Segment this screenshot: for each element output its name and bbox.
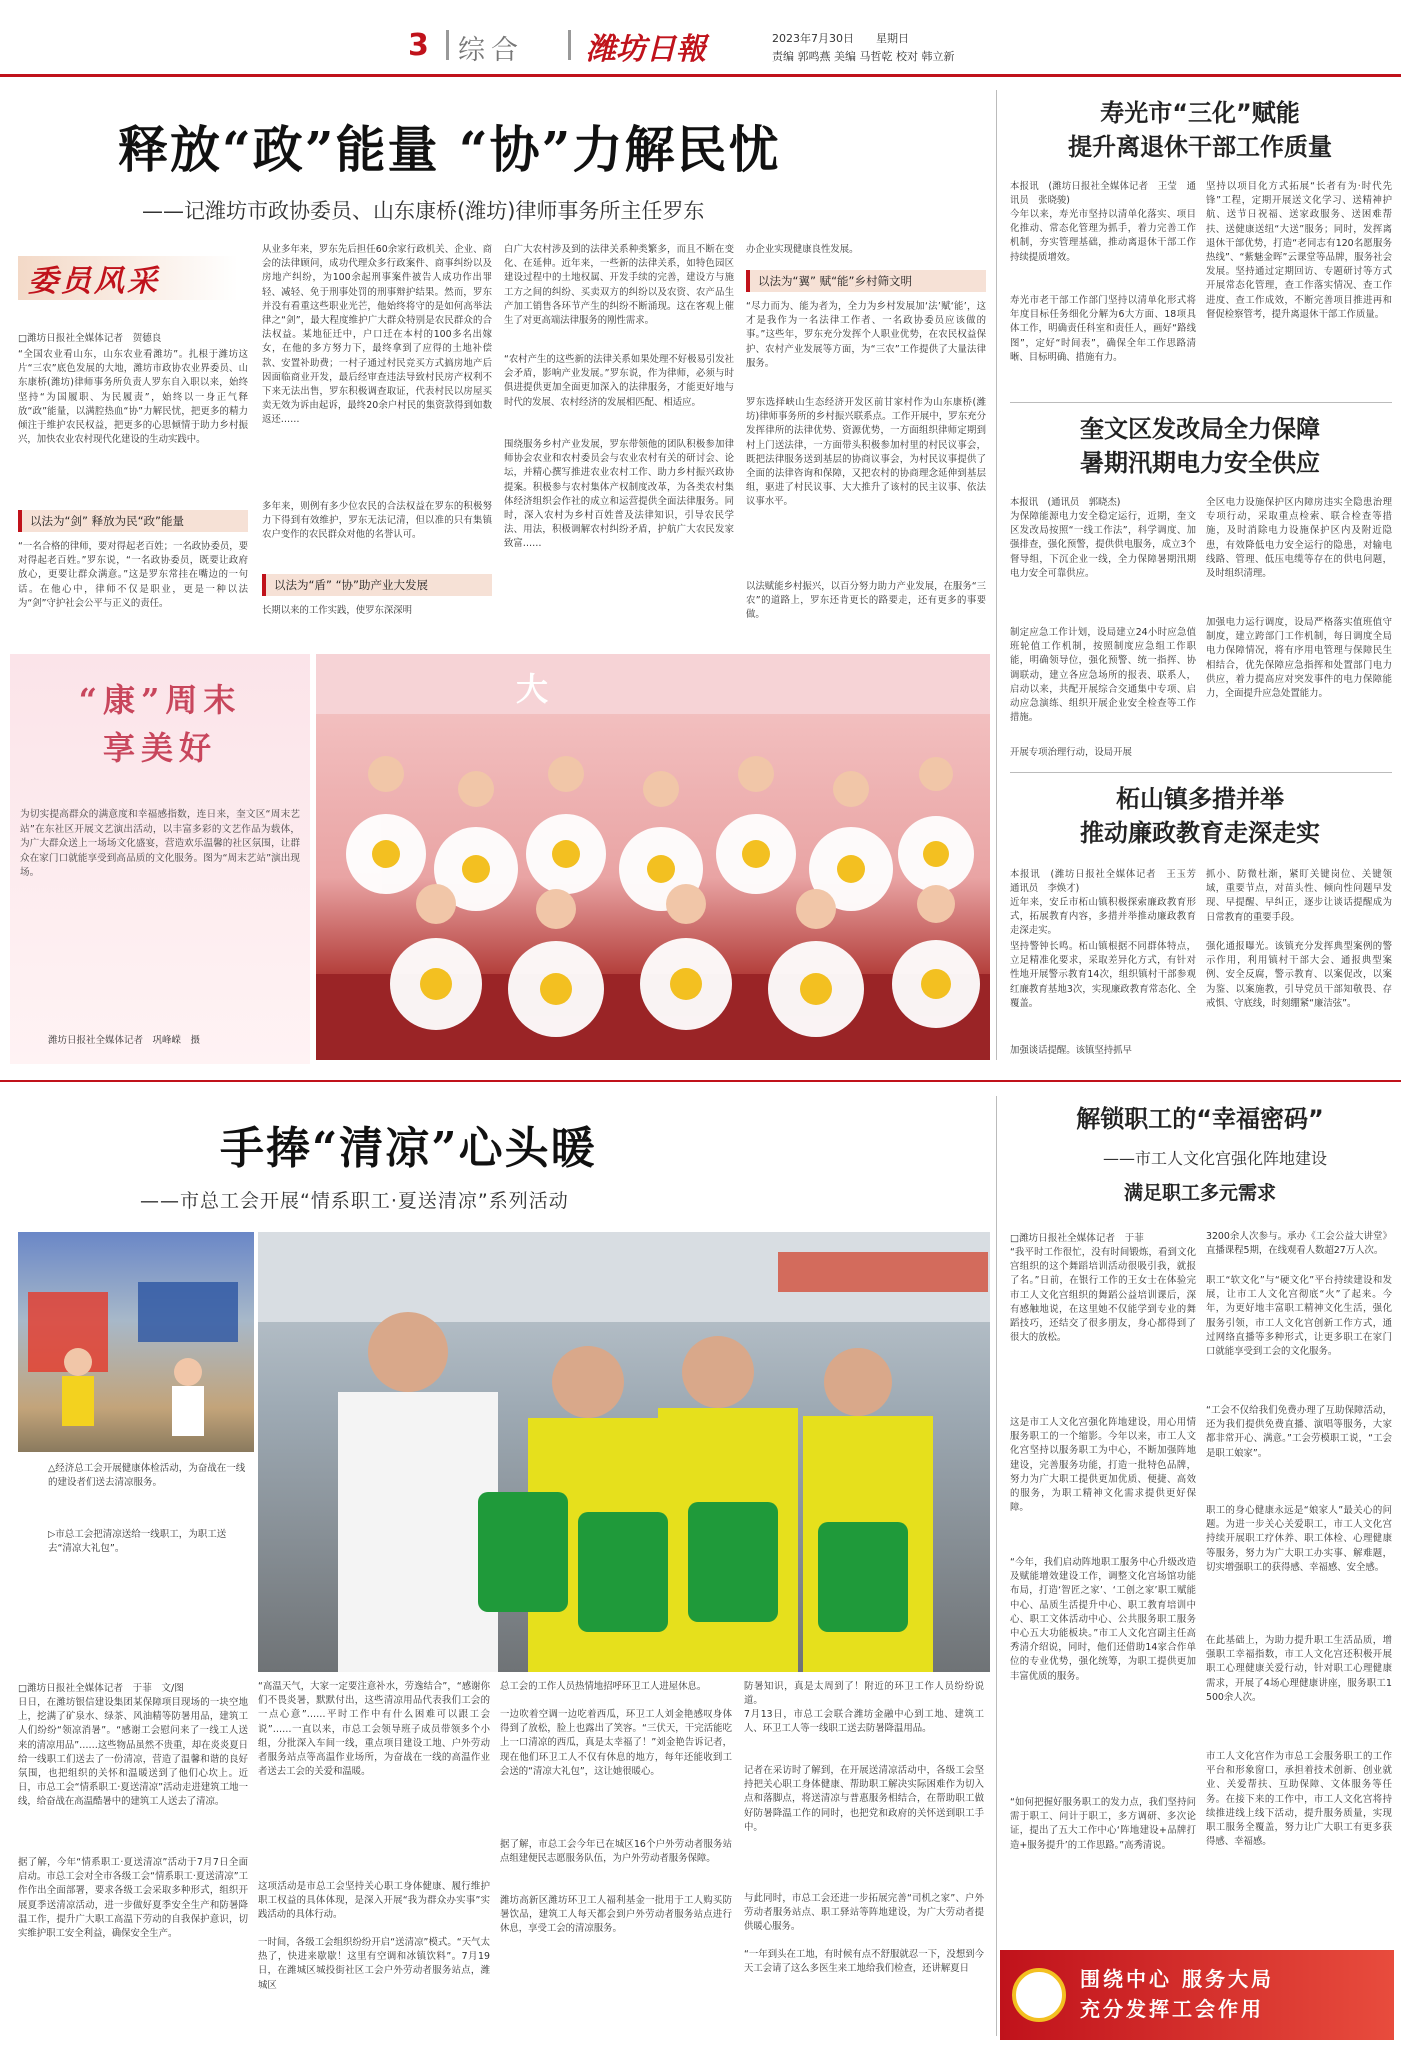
article6-text-e: 3200余人次参与。承办《工会公益大讲堂》直播课程5期，在线观看人数超27万人次。	[1206, 1231, 1392, 1257]
article6-text-j: 市工人文化宫作为市总工会服务职工的工作平台和形象窗口，承担着技术创新、创业就业、关爱帮扶、互助保障、文体服务等任务。在接下来的工作中，市工人文化宫将持续推进线上线下活动，提升服务质量，实现职工服务全覆盖，努力让广大职工有更多获得感、幸福感。	[1206, 1751, 1392, 1848]
article6-text-g: “工会不仅给我们免费办理了互助保障活动，还为我们提供免费直播、演唱等服务，大家都非常开心、满意。”工会劳模职工说，“工会是职工娘家”。	[1206, 1405, 1392, 1459]
article5-text-j: 防暑知识，真是太周到了！附近的环卫工作人员纷纷说道。	[744, 1681, 984, 1707]
article1-title: 释放“政”能量 “协”力解民忧	[118, 120, 781, 179]
article1-col4-c: 罗东选择峡山生态经济开发区前甘家村作为山东康桥(潍坊)律师事务所的乡村振兴联系点。工作开展中，罗东充分发挥律所的法律优势、资源优势，一方面组织律师定期到村上门送法律，一方面带头积极参加村里的村民议事会，既把法律服务送到基层的协商议事会，为村民议事提供了全面的法律咨询和保障，又把农村的协商理念延伸到基层组，驱进了村民议事、大大推升了该村的民主议事、依法议事水平。	[746, 397, 986, 508]
photo-feature-caption: 为切实提高群众的满意度和幸福感指数，连日来，奎文区“周末艺站”在东社区开展文艺演出活动，以丰富多彩的文艺作品为载体，为广大群众送上一场场文化盛宴，营造欢乐温馨的社区氛围，让群众在家门口就能享受到高品质的文化服务。图为“周末艺站”演出现场。	[20, 809, 300, 879]
article1-col2-b: 多年来，则例有多少位农民的合法权益在罗东的积极努力下得到有效维护，罗东无法记清，但以准的只有集镇农户变作的农民群众对他的名誉认可。	[262, 501, 492, 541]
article3-text-c: 开展专项治理行动，设局开展	[1010, 747, 1132, 758]
article3-title-line1: 奎文区发改局全力保障	[1080, 415, 1320, 443]
article5-text-h: 据了解，市总工会今年已在城区16个户外劳动者服务站点组建便民志愿服务队伍，为户外劳动者服务保障。	[500, 1839, 732, 1865]
column-divider-bottom	[996, 1096, 997, 2036]
article4-title	[1010, 782, 1390, 850]
subhead-wing: 以法为“翼” 赋“能”乡村筛文明	[746, 270, 986, 292]
subhead-shield: 以法为“盾” “协”助产业大发展	[262, 574, 492, 596]
article2-title-line1: 寿光市“三化”赋能	[1100, 99, 1300, 127]
article6-text-h: 职工的身心健康永远是“娘家人”最关心的问题。为进一步关心关爱职工，市工人文化宫持续开展职工疗休养、职工体检、心理健康等服务，努力为广大职工办实事、解难题，切实增强职工的获得感、幸福感、安全感。	[1206, 1505, 1392, 1573]
article6-text-i: 在此基础上，为助力提升职工生活品质，增强职工幸福指数，市工人文化宫还积极开展职工心理健康关爱行动，针对职工心理健康需求，开展了4场心理健康讲座，服务职工1500余人次。	[1206, 1635, 1392, 1703]
paper-logo: 潍坊日報	[586, 32, 706, 67]
article1-col1-a: “全国农业看山东，山东农业看潍坊”。扎根于潍坊这片“三农”底色发展的大地，潍坊市政协农业界委员、山东康桥(潍坊)律师事务所负责人罗东自入职以来，始终坚持“为国履职、为民履责”，始终以一身正气释放“政”能量，以满腔热血“协”力解民忧，把更多的精力倾注于维护农民权益，把更多的心思倾情于助力乡村振兴，加快农业农村现代化建设的生动实践中。	[18, 349, 248, 446]
issue-date: 2023年7月30日	[772, 32, 854, 45]
article6-subtitle: ——市工人文化宫强化阵地建设	[1102, 1149, 1327, 1168]
article2-text-b: 寿光市老干部工作部门坚持以清单化形式将年度目标任务细化分解为6大方面、18项具体工作，明确责任科室和责任人，画好“路线图”，定好“时间表”，确保全年工作思路清晰、目标明确、措施有力。	[1010, 295, 1196, 363]
article6-text-b: 这是市工人文化宫强化阵地建设，用心用情服务职工的一个缩影。今年以来，市工人文化宫坚持以服务职工为中心，不断加强阵地建设，完善服务功能，打造一批特色品牌，努力为广大职工提供更加优质、便捷、高效的服务，为职工精神文化需求提供更好保障。	[1010, 1417, 1196, 1514]
photo-caption-b: ▷市总工会把清凉送给一线职工，为职工送去“清凉大礼包”。	[48, 1529, 227, 1554]
article1-col4-b: “尽力而为、能为者为，全力为乡村发展加‘法’赋‘能’，这才是我作为一名法律工作者、一名政协委员应该做的事。”这些年，罗东充分发挥个人职业优势，在农民权益保护、农村产业发展等方面，为“三农”工作提供了大量法律服务。	[746, 301, 986, 369]
staff-credits: 责编 郭鸣燕 美编 马哲乾 校对 韩立新	[772, 50, 955, 63]
page-number: 3	[408, 28, 429, 63]
article5-text-k: 7月13日，市总工会联合潍坊金融中心到工地、建筑工人、环卫工人等一线职工送去防暑降温用品。	[744, 1709, 984, 1735]
article2-text-c: 坚持以项目化方式拓展“长者有为·时代先锋”工程，定期开展送文化学习、送精神护航、送节日祝福、送家政服务、送困难帮扶、送健康送纽“大送”服务；同时，发挥离退休干部优势，打造“老同志有120名愿服务热线”、“紫魅金晖”云课堂等品牌，服务社会发展。坚持通过定期回访、专题研讨等方式开展常态化管理，查工作落实情况、查工作进度、查工作成效，不断完善项目推进再和督促检察管考，提升离退休干部工作质量。	[1206, 181, 1392, 320]
section-separator	[0, 1080, 1401, 1082]
column-divider	[996, 90, 997, 1060]
article1-col3-a: 白广大农村涉及到的法律关系种类繁多，而且不断在变化、在延伸。近年来，一些新的法律关系，如特色园区建设过程中的土地权属、开发手续的完善，建设方与施工方之间的纠纷、买卖双方的纠纷以及农资、农产品生产加工销售各环节产生的纠纷不断涌现。这在客观上催生了对更高端法律服务的刚性需求。	[504, 244, 734, 327]
article3-title-line2: 暑期汛期电力安全供应	[1080, 449, 1320, 477]
union-footer-banner	[1000, 1950, 1394, 2040]
subhead-sword: 以法为“剑” 释放为民“政”能量	[18, 510, 248, 532]
children-dance-photo	[316, 654, 990, 1060]
article5-text-n: “一年到头在工地，有时候有点不舒服就忍一下，没想到今天工会请了这么多医生来工地给我们检查，还讲解夏日	[744, 1949, 984, 1975]
article5-title: 手捧“清凉”心头暖	[220, 1123, 597, 1174]
article3-byline: 本报讯 (通讯员 郭晓杰)	[1010, 497, 1121, 508]
article5-subtitle: ——市总工会开展“情系职工·夏送清凉”系列活动	[140, 1190, 569, 1212]
health-check-scene	[18, 1232, 254, 1452]
article1-col2-c: 长期以来的工作实践，使罗东深深明	[262, 605, 413, 616]
article2-text-a: 今年以来，寿光市坚持以清单化落实、项目化推动、常态化管理为抓手，着力完善工作机制，夯实管理基础，推动离退休干部工作持续提质增效。	[1010, 209, 1196, 263]
masthead-divider-2	[568, 30, 571, 60]
article3-text-d: 全区电力设施保护区内障房违实全隐患治理专项行动，采取重点检索、联合检查等措施，及时消除电力设施保护区内及附近隐患，有效降低电力安全运行的隐患，对输电线路、管理、低压电缆等存在的供电问题，及时组织清理。	[1206, 497, 1392, 580]
article5-text-e: 一时间，各级工会组织纷纷开启“送清凉”模式。“天气太热了，快进来歇歇！这里有空调和冰镇饮料”。7月19日，在潍城区城投街社区工会户外劳动者服务站点，潍城区	[258, 1937, 490, 1991]
article1-col2-a: 从业多年来，罗东先后担任60余家行政机关、企业、商会的法律顾问，成功代理众多行政案件、商事纠纷以及房地产纠纷，为100余起刑事案件被告人成功作出罪轻、减轻、免于刑事处罚的刑事辩护结果。然而，罗东并没有看重这些职业光芒，他始终将守的是如何高举法律之“剑”，最大程度维护广大群众特别是农民群众的合法权益。某地征迁中，户口迁在本村的100多名出嫁女，在他的多方努力下，最终拿到了应得的土地补偿款、安置补助费；一村子通过村民竞买方式搞房地产后因面临商业开发，最后经审查违法导致村民房产权利不下来无法出售，罗东积极调查取证，代表村民以房屋买卖无效为诉由起诉，最终20余户村民的集资款得到如数返还……	[262, 244, 492, 426]
masthead-meta	[772, 30, 954, 66]
article5-text-a: 日日，在潍坊银信建设集团某保障项目现场的一块空地上，挖满了矿泉水、绿茶、风油精等防暑用品，建筑工人们纷纷“领凉消暑”。“感谢工会慰问来了一线工人送来的清凉用品”……这些物品虽然不贵重，却在炎炎夏日给一线职工们送去了一份清凉，营造了温馨和谐的良好氛围，也把组织的关怀和温暖送到了他们心坎上。近日，市总工会“情系职工·夏送清凉”活动走进建筑工地一线，给奋战在高温酷暑中的建筑工人送去了清凉。	[18, 1697, 248, 1808]
article2-title	[1010, 96, 1390, 164]
masthead-divider	[446, 30, 449, 60]
article1-col3-c: 围绕服务乡村产业发展，罗东带领他的团队积极参加律师协会农业和农村委员会与农业农村有关的研讨会、论坛，并精心撰写推进农业农村工作、助力乡村振兴政协提案。积极参与农村集体产权制度改革，为各类农村集体经济组织会作社的成立和运营提供全面法律服务。同时，深入农村为乡村百姓普及法律知识，引导农民学法、用法，积极调解农村纠纷矛盾，护航广大农民发家致富……	[504, 439, 734, 550]
article1-col4-d: 以法赋能乡村振兴，以百分努力助力产业发展，在服务“三农”的道路上，罗东还肯更长的路要走，还有更多的事要做。	[746, 581, 986, 621]
article6-text-d: “如何把握好服务职工的发力点，我们坚持问需于职工、问计于职工，多方调研、多次论证，提出了五大工作中心‘阵地建设+品牌打造+服务提升’的工作思路。”高秀清说。	[1010, 1797, 1196, 1851]
article6-title-line1: 解锁职工的“幸福密码”	[1076, 1105, 1324, 1133]
masthead-rule	[0, 74, 1401, 77]
photo-feature-credit: 潍坊日报社全媒体记者 巩峰嵘 摄	[48, 1035, 201, 1046]
article1-byline: □潍坊日报社全媒体记者 贺德良	[18, 333, 162, 344]
article5-text-c: “高温天气，大家一定要注意补水，劳逸结合”，“感谢你们不畏炎暑，默默付出，这些清凉用品代表我们工会的一点心意”……平时工作中有什么困难可以跟工会说”……一直以来，市总工会领导班子成员带领多个小组，分批深入车间一线，重点项目建设工地、户外劳动者服务站点等高温作业场所，为奋战在一线的高温作业者送去工会的关爱和温暖。	[258, 1681, 490, 1778]
article1-subtitle: ——记潍坊市政协委员、山东康桥(潍坊)律师事务所主任罗东	[142, 199, 705, 223]
cool-gift-distribution-photo	[258, 1232, 990, 1672]
issue-weekday: 星期日	[876, 32, 909, 45]
article6-text-a: “我平时工作很忙，没有时间锻炼，看到文化宫组织的这个舞蹈培训活动很吸引我，就报了名。”日前，在银行工作的王女士在体验完市工人文化宫组织的舞蹈公益培训课后，深有感触地说，在这里她不仅能学到专业的舞蹈技巧，还结交了很多朋友，身心都得到了很大的放松。	[1010, 1247, 1196, 1344]
footer-banner-text: 围绕中心 服务大局 充分发挥工会作用	[1080, 1967, 1274, 2021]
article5-text-m: 与此同时，市总工会还进一步拓展完善“司机之家”、户外劳动者服务站点、职工驿站等阵地建设，为广大劳动者提供暖心服务。	[744, 1893, 984, 1933]
divider-a2	[1010, 402, 1392, 403]
article4-text-a: 近年来，安丘市柘山镇积极探索廉政教育形式，拓展教育内容，多措并举推动廉政教育走深走实。	[1010, 897, 1196, 937]
article2-byline: 本报讯 (潍坊日报社全媒体记者 王莹 通讯员 张晓骏)	[1010, 181, 1196, 207]
worksite-health-check-photo	[18, 1232, 254, 1452]
article5-text-d: 这项活动是市总工会坚持关心职工身体健康、履行维护职工权益的具体体现，是深入开展“我为群众办实事”实践活动的具体行动。	[258, 1881, 490, 1921]
article3-text-e: 加强电力运行调度，设局严格落实值班值守制度，建立跨部门工作机制，每日调度全局电力保障情况，将有序用电管理与保障民生相结合，优先保障应急指挥和处置部门电力供应，着力提高应对突发事件的电力保障能力，全面提升应急处置能力。	[1206, 617, 1392, 700]
article4-byline: 本报讯 (潍坊日报社全媒体记者 王玉芳 通讯员 李焕才)	[1010, 869, 1206, 895]
column-tag: 委员风采	[28, 264, 160, 299]
article6-text-f: 职工“软文化”与“硬文化”平台持续建设和发展，让市工人文化宫彻底“火”了起来。今年，为更好地丰富职工精神文化生活，强化服务引领，市工人文化宫创新工作方式，通过网络直播等多种形式，让更多职工在家门口就能享受到工会的文化服务。	[1206, 1275, 1392, 1358]
article1-col4-a: 办企业实现健康良性发展。	[746, 244, 859, 255]
article4-title-line2: 推动廉政教育走深走实	[1080, 819, 1320, 847]
article5-byline: □潍坊日报社全媒体记者 于菲 文/图	[18, 1683, 184, 1694]
gift-distribution-scene	[258, 1232, 990, 1672]
stage-banner-text: 大	[516, 670, 549, 708]
article5-text-l: 记者在采访时了解到，在开展送清凉活动中，各级工会坚持把关心职工身体健康、帮助职工解决实际困难作为切入点和落脚点，将送清凉与普惠服务相结合，在帮助职工做好防暑降温工作的同时，也把党和政府的关怀送到职工手中。	[744, 1765, 984, 1833]
article3-text-a: 为保障能源电力安全稳定运行，近期，奎文区发改局按照“一线工作法”，科学调度、加强排查，强化预警，提供供电服务，成立3个督导组，下沉企业一线，全力保障暑期汛期电力安全可靠供应。	[1010, 511, 1196, 579]
article6-title-line2: 满足职工多元需求	[1123, 1182, 1276, 1204]
photo-feature-title: “康”周末 享美好	[78, 681, 242, 767]
article3-title	[1010, 412, 1390, 480]
section-name: 综合	[458, 35, 524, 66]
dance-scene	[316, 654, 990, 1060]
article3-text-b: 制定应急工作计划，设局建立24小时应急值班轮值工作机制，按照制度应急组工作职能，明确领导位，强化预警、统一指挥、协调联动，建立各应急场所的报表、联系人，启动以来，共配开展综合交通集中专项、启动应急演练、组织开展企业安全检查等工作措施。	[1010, 627, 1196, 724]
article1-col3-b: “农村产生的这些新的法律关系如果处理不好极易引发社会矛盾，影响产业发展。”罗东说，作为律师，必须与时俱进提供更加全面更加深入的法律服务，才能更好地与时代的发展、农村经济的发展相匹配、相适应。	[504, 354, 734, 408]
article6-text-c: “今年，我们启动阵地职工服务中心升级改造及赋能增效建设工作，调整文化宫场馆功能布局，打造‘智匠之家’、‘工创之家’职工赋能中心、品质生活提升中心、职工教育培训中心、职工文体活动中心、公共服务职工服务中心五大功能板块。”市工人文化宫副主任高秀清介绍说，同时，他们还借助14家合作单位的专业优势，强化统筹，为职工提供更加丰富优质的服务。	[1010, 1557, 1196, 1682]
union-logo-icon	[1012, 1968, 1066, 2022]
photo-caption-a: △经济总工会开展健康体检活动，为奋战在一线的建设者们送去清凉服务。	[48, 1463, 246, 1488]
article5-text-g: 一边吹着空调一边吃着西瓜，环卫工人刘金艳感叹身体得到了放松，脸上也露出了笑容。“三伏天，干完活能吃上一口清凉的西瓜，真是太幸福了！”刘金艳告诉记者，现在他们环卫工人不仅有休息的地方，每年还能收到工会送的“清凉大礼包”，这让她很暖心。	[500, 1709, 732, 1777]
article4-text-c: 加强谈话提醒。该镇坚持抓早	[1010, 1045, 1132, 1056]
article1-col1-b: “一名合格的律师，要对得起老百姓；一名政协委员，要对得起老百姓。”罗东说，“一名政协委员，既要让政府放心，更要让群众满意。”这是罗东常挂在嘴边的一句话。在他心中，律师不仅是职业，更是一种以法为“剑”守护社会公平与正义的责任。	[18, 541, 248, 609]
article4-text-b: 坚持警钟长鸣。柘山镇根据不同群体特点，立足精准化要求，采取差异化方式，有针对性地开展警示教育14次，组织镇村干部参观红廉教育基地3次，实现廉政教育常态化、全覆盖。	[1010, 941, 1196, 1009]
article4-text-d: 抓小、防微杜渐，紧盯关键岗位、关键领域，重要节点，对苗头性、倾向性问题早发现、早提醒、早纠正，逐步让谈话提醒成为日常教育的重要手段。	[1206, 869, 1392, 923]
article5-text-i: 潍坊高新区潍坊环卫工人福利基金一批用于工人购买防暑饮品，建筑工人每天都会到户外劳动者服务站点进行休息，享受工会的清凉服务。	[500, 1895, 732, 1935]
article2-title-line2: 提升离退休干部工作质量	[1068, 133, 1332, 161]
article5-text-f: 总工会的工作人员热情地招呼环卫工人进屋休息。	[500, 1681, 707, 1692]
article4-title-line1: 柘山镇多措并举	[1116, 785, 1284, 813]
divider-a3	[1010, 772, 1392, 773]
article5-text-b: 据了解，今年“情系职工·夏送清凉”活动于7月7日全面启动。市总工会对全市各级工会“情系职工·夏送清凉”工作作出全面部署，要求各级工会采取多种形式，组织开展夏季送清凉活动，进一步做好夏季安全生产和防暑降温工作，提升广大职工高温下劳动的自我保护意识，切实维护职工安全利益，确保安全生产。	[18, 1857, 248, 1940]
article4-text-e: 强化通报曝光。该镇充分发挥典型案例的警示作用，利用镇村干部大会、通报典型案例、安全反腐，警示教育、以案促改，以案为鉴、以案施教，引导党员干部知敬畏、存戒惧、守底线，时刻绷紧“廉洁弦”。	[1206, 941, 1392, 1009]
article6-byline: □潍坊日报社全媒体记者 于菲	[1010, 1233, 1144, 1244]
